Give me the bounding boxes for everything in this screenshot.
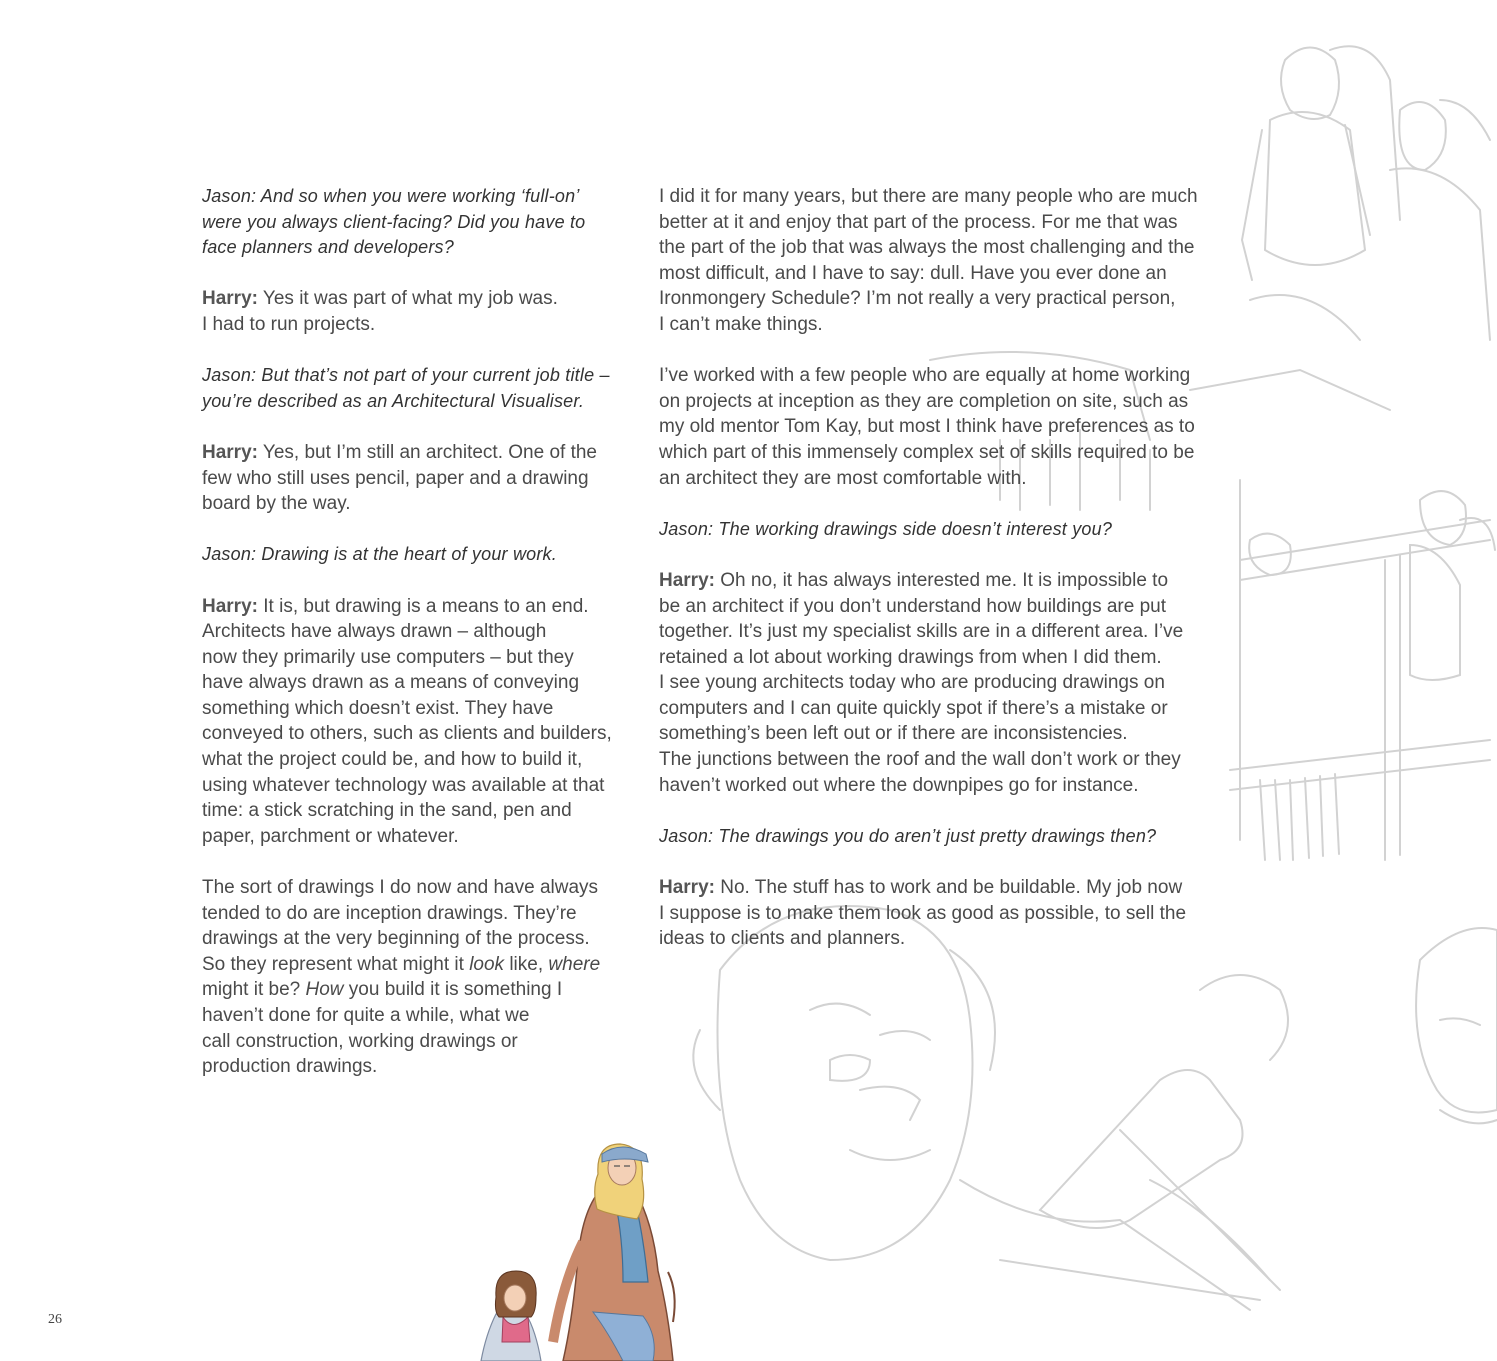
text-segment: you build it is something I [343,979,563,1001]
text-line: the part of the job that was always the most challenging and the [659,237,1195,259]
right-column [659,184,1211,952]
text-line: Yes, but I’m still an architect. One of the [257,441,597,463]
text-line: I had to run projects. [202,313,376,335]
answer-2 [202,440,614,517]
text-line: were you always client-facing? Did you have to [202,211,586,232]
text-line: I’ve worked with a few people who are equally at home working [659,365,1191,387]
text-line: board by the way. [202,493,351,515]
text-line: Oh no, it has always interested me. It is impossible to [714,569,1169,591]
text-line: I suppose is to make them look as good as possible, to sell the [659,902,1187,924]
question-4 [659,517,1211,543]
text-line: Jason: The working drawings side doesn’t interest you? [659,518,1113,539]
text-line: have always drawn as a means of conveying [202,672,580,694]
text-line: drawings at the very beginning of the process. [202,928,590,950]
text-line: time: a stick scratching in the sand, pen and [202,800,572,822]
text-line: retained a lot about working drawings from when I did them. [659,646,1162,668]
text-line: Jason: Drawing is at the heart of your work. [202,544,557,565]
text-line: I can’t make things. [659,313,823,335]
text-line: haven’t done for quite a while, what we [202,1005,530,1026]
text-line: something’s been left out or if there are inconsistencies. [659,723,1128,745]
answer-3 [202,594,614,850]
text-line: something which doesn’t exist. They have [202,697,554,719]
paragraph-inception [202,875,614,1080]
answer-4 [659,568,1211,798]
speaker-label: Harry: [202,441,258,463]
text-line: Ironmongery Schedule? I’m not really a very practical person, [659,288,1176,310]
emphasis-text: where [548,953,601,975]
text-line: It is, but drawing is a means to an end. [257,595,589,617]
answer-5 [659,875,1211,952]
text-line: Yes it was part of what my job was. [257,288,558,310]
text-line: I see young architects today who are producing drawings on [659,672,1165,694]
bag-strap [668,1272,675,1322]
text-line: an architect they are most comfortable with. [659,467,1027,489]
text-line: computers and I can quite quickly spot if there’s a mistake or [659,697,1168,719]
speaker-label: Harry: [659,877,715,899]
text-line: face planners and developers? [202,237,454,258]
text-line: Jason: The drawings you do aren’t just pretty drawings then? [659,825,1157,846]
child-face [504,1285,526,1311]
text-line: production drawings. [202,1056,378,1078]
paragraph-mentor [659,363,1211,491]
text-line: conveyed to others, such as clients and builders, [202,723,612,745]
text-line: be an architect if you don’t understand how buildings are put [659,595,1166,617]
text-line: better at it and enjoy that part of the process. For me that was [659,211,1178,233]
speaker-label: Harry: [202,595,258,617]
text-line: using whatever technology was available at that [202,774,605,796]
text-line: together. It’s just my specialist skills are in a different area. I’ve [659,621,1184,643]
emphasis-text: look [469,953,505,975]
page-number: 26 [48,1312,62,1327]
text-line: on projects at inception as they are completion on site, such as [659,390,1189,412]
watercolor-illustration [438,1132,700,1361]
speaker-label: Harry: [202,288,258,310]
text-line: I did it for many years, but there are many people who are much [659,186,1198,207]
paragraph-practical [659,184,1211,338]
text-line: ideas to clients and planners. [659,928,906,950]
question-1 [202,184,614,261]
text-segment: So they represent what might it [202,953,470,975]
answer-1 [202,286,614,337]
text-line: Jason: But that’s not part of your current job title – [202,365,610,386]
text-line: tended to do are inception drawings. They’re [202,902,577,924]
text-line: my old mentor Tom Kay, but most I think have preferences as to [659,416,1195,438]
text-line: what the project could be, and how to build it, [202,749,583,771]
text-line: you’re described as an Architectural Visualiser. [202,390,585,411]
speaker-label: Harry: [659,569,715,591]
text-line: call construction, working drawings or [202,1030,518,1052]
question-3 [202,542,614,568]
text-line: Architects have always drawn – although [202,621,547,643]
emphasis-text: How [305,979,344,1001]
text-line: most difficult, and I have to say: dull. Have you ever done an [659,262,1167,284]
text-line: haven’t worked out where the downpipes go for instance. [659,774,1139,796]
text-line: which part of this immensely complex set of skills required to be [659,441,1195,463]
text-line: paper, parchment or whatever. [202,825,459,847]
text-segment: might it be? [202,979,306,1001]
left-column [202,184,614,1080]
text-line: Jason: And so when you were working ‘full-on’ [202,186,580,206]
text-line: few who still uses pencil, paper and a drawing [202,467,589,489]
text-segment: like, [504,953,549,975]
text-line: No. The stuff has to work and be buildable. My job now [714,877,1183,899]
text-line: now they primarily use computers – but they [202,646,574,668]
question-5 [659,824,1211,850]
text-line: The junctions between the roof and the wall don’t work or they [659,749,1181,771]
question-2 [202,363,614,414]
text-line: The sort of drawings I do now and have always [202,877,599,899]
